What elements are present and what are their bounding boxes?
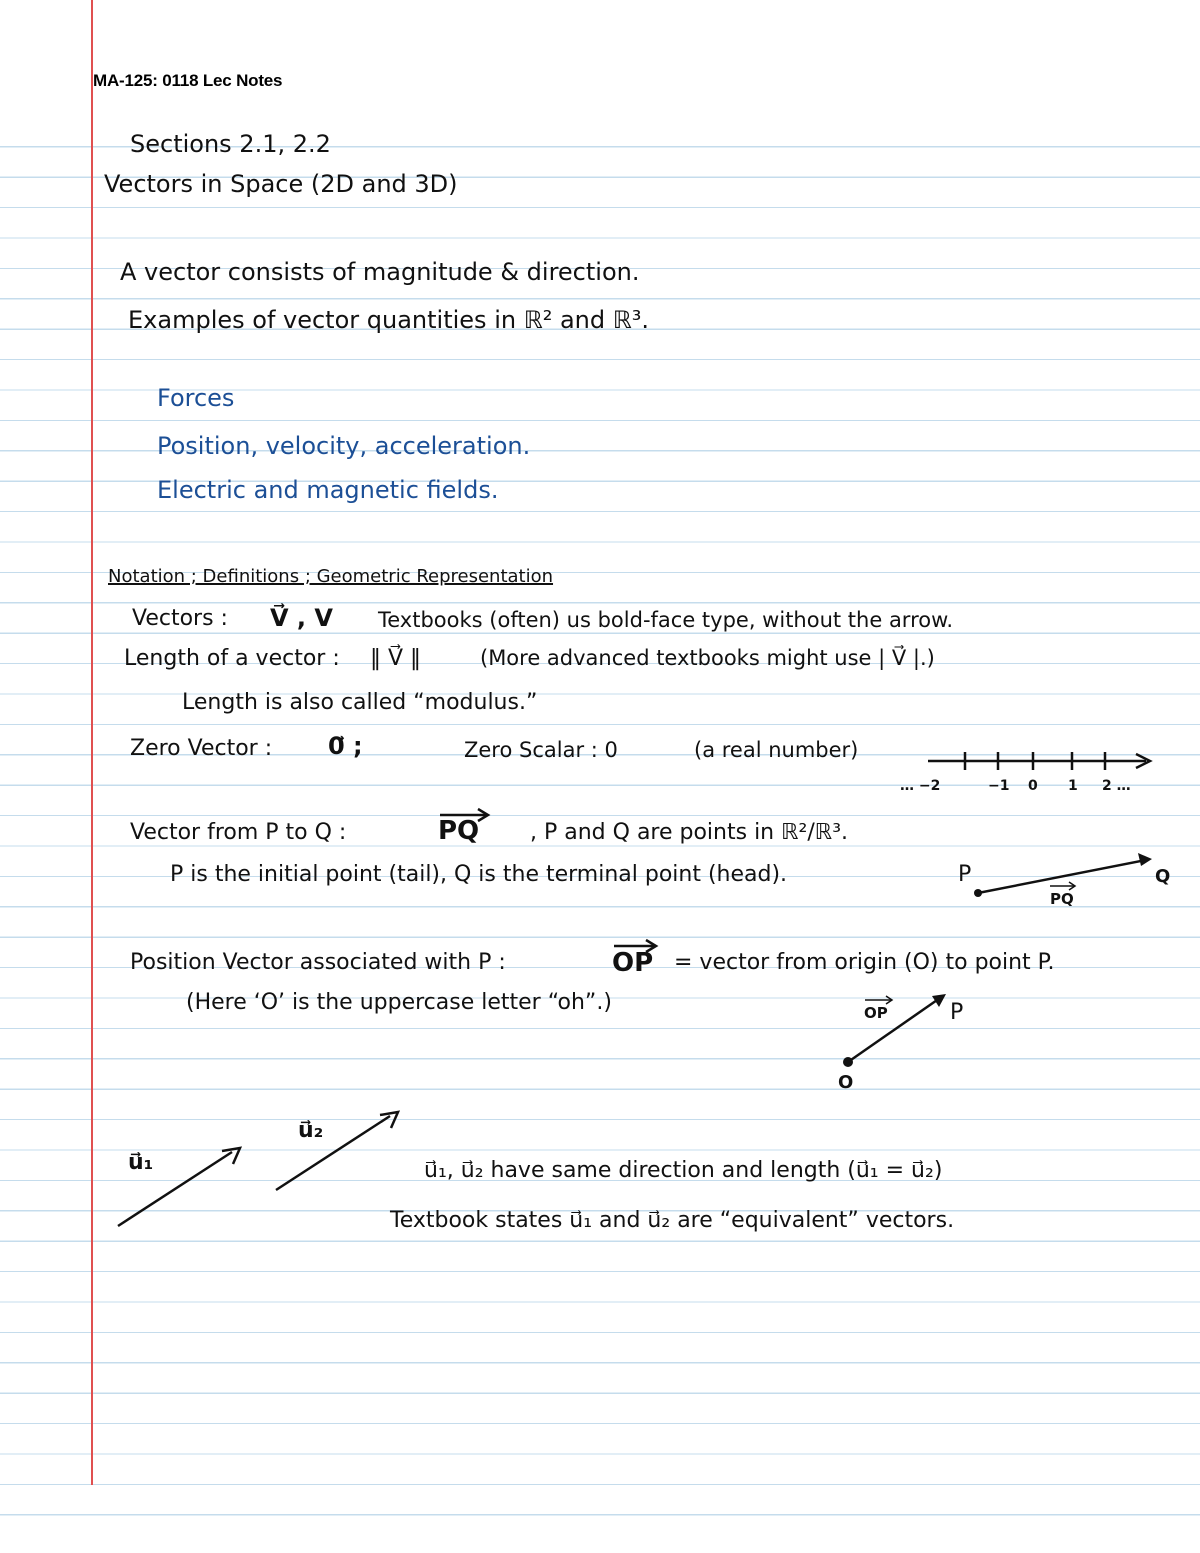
zero-vector-label: Zero Vector : — [130, 736, 273, 761]
origin-o-label: O — [838, 1072, 854, 1093]
modulus-note: Length is also called “modulus.” — [182, 690, 538, 715]
example-fields: Electric and magnetic fields. — [157, 476, 499, 504]
length-label: Length of a vector : — [124, 646, 340, 671]
length-symbol: ‖ V⃗ ‖ — [370, 646, 422, 671]
zero-scalar-note: (a real number) — [694, 738, 859, 762]
point-p-label: P — [958, 862, 972, 887]
number-line-tick-label: … −2 — [900, 778, 941, 794]
position-vector-label: Position Vector associated with P : — [130, 950, 506, 975]
position-vector-note: = vector from origin (O) to point P. — [674, 950, 1055, 975]
number-line-tick-label: −1 — [988, 778, 1010, 794]
vectors-label: Vectors : — [132, 606, 228, 631]
zero-vector-symbol: 0⃗ ; — [328, 732, 363, 760]
examples-intro-line: Examples of vector quantities in ℝ² and ℝ³. — [128, 306, 649, 334]
definition-line: A vector consists of magnitude & direction. — [120, 258, 640, 286]
op-diagram-label: OP — [864, 1004, 888, 1022]
number-line-tick-label: 1 — [1068, 778, 1078, 794]
pq-symbol: PQ — [438, 816, 480, 846]
length-note: (More advanced textbooks might use | V⃗ |.) — [480, 646, 935, 670]
vectors-symbols: V⃗ , V — [270, 604, 333, 632]
pq-diagram-label: PQ — [1050, 890, 1074, 908]
uppercase-oh-note: (Here ‘O’ is the uppercase letter “oh”.) — [186, 990, 612, 1015]
number-line-tick-label: 0 — [1028, 778, 1038, 794]
vectors-note: Textbooks (often) us bold-face type, without the arrow. — [378, 608, 954, 632]
number-line-tick-label: 2 … — [1102, 778, 1131, 794]
notation-heading: Notation ; Definitions ; Geometric Representation — [108, 566, 554, 587]
point-q-label: Q — [1155, 866, 1171, 887]
example-forces: Forces — [157, 384, 235, 412]
u2-label: u⃗₂ — [298, 1118, 324, 1143]
pq-note: , P and Q are points in ℝ²/ℝ³. — [530, 820, 849, 845]
page-header: MA-125: 0118 Lec Notes — [93, 71, 283, 90]
pq-tail-head-line: P is the initial point (tail), Q is the terminal point (head). — [170, 862, 788, 887]
equivalent-line-1: u⃗₁, u⃗₂ have same direction and length (u⃗₁ = u⃗₂) — [424, 1158, 943, 1183]
equivalent-line-2: Textbook states u⃗₁ and u⃗₂ are “equivalent” vectors. — [390, 1208, 955, 1233]
pq-label: Vector from P to Q : — [130, 820, 347, 845]
op-symbol: OP — [612, 948, 654, 978]
u1-label: u⃗₁ — [128, 1150, 154, 1175]
zero-scalar-label: Zero Scalar : 0 — [464, 738, 618, 762]
point-p-label: P — [950, 1000, 964, 1025]
u2-vector-line — [276, 1116, 390, 1190]
sections-line: Sections 2.1, 2.2 — [130, 130, 331, 158]
example-position-velocity: Position, velocity, acceleration. — [157, 432, 531, 460]
topic-line: Vectors in Space (2D and 3D) — [104, 170, 458, 198]
